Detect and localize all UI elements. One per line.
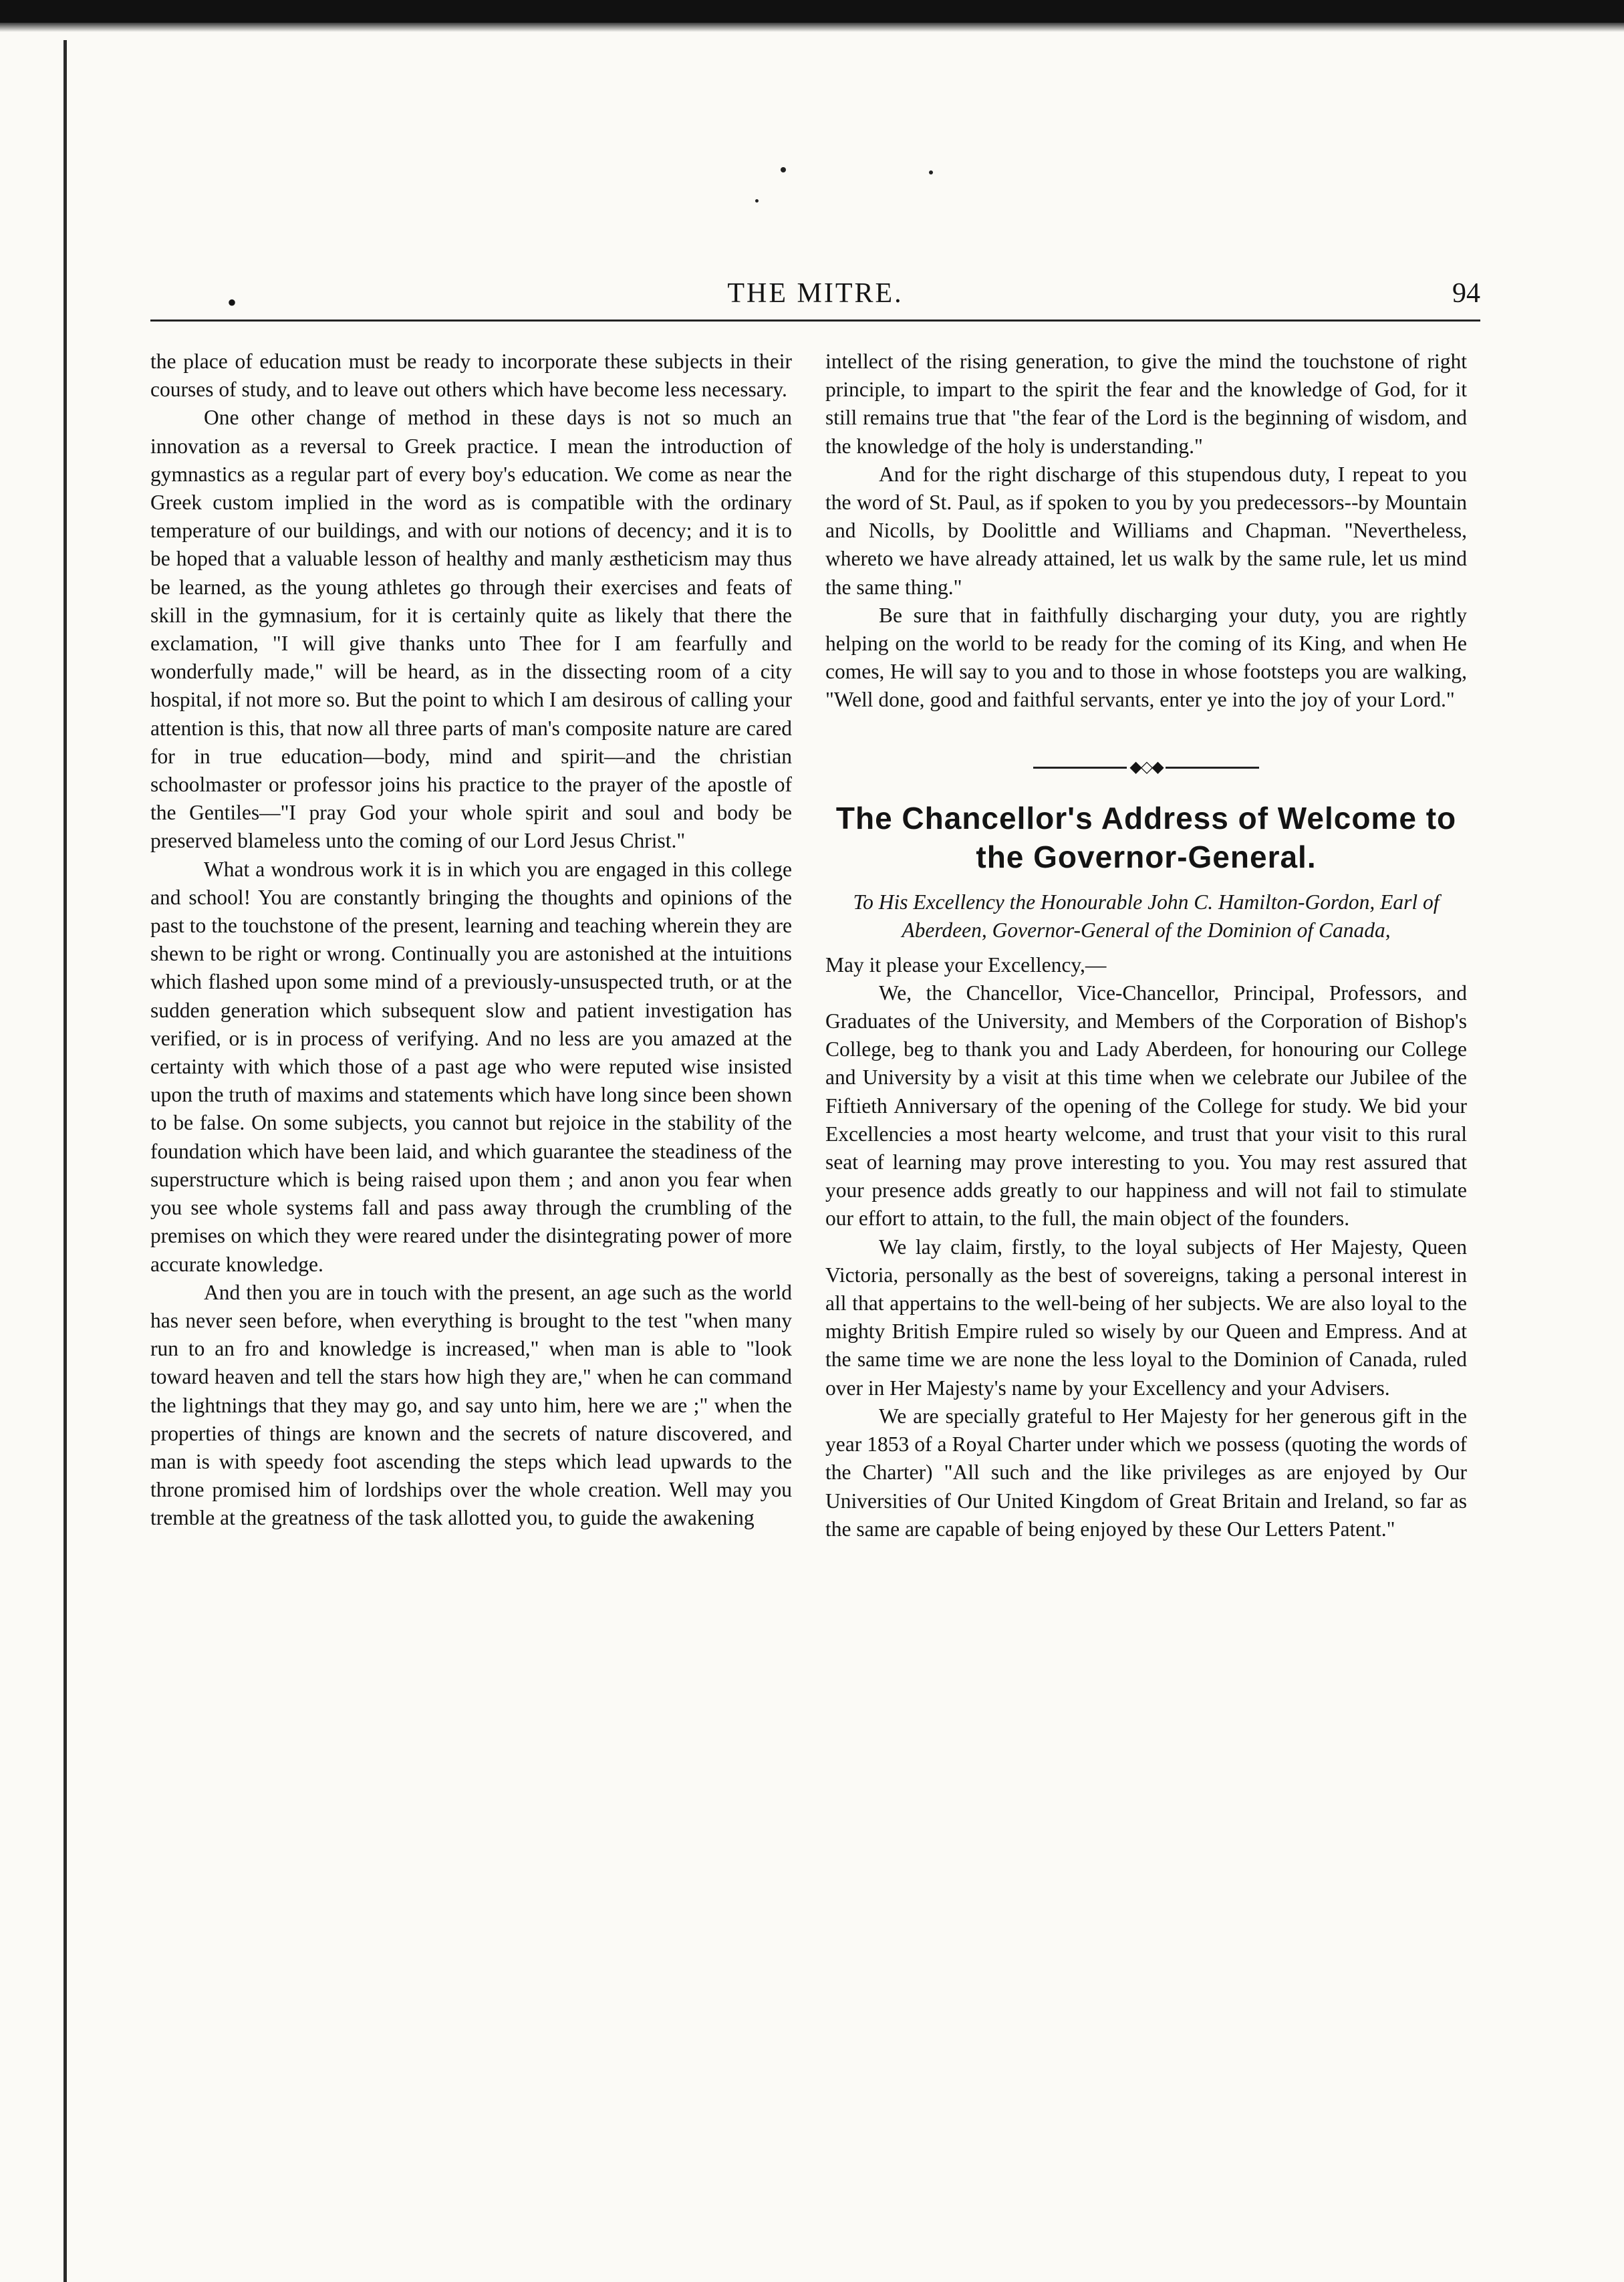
- right-column: [825, 348, 1467, 2212]
- paragraph: the place of education must be ready to incorporate these subjects in their courses of study, and to leave out others which have become less necessary.: [150, 350, 792, 402]
- top-scan-border: [0, 0, 1624, 23]
- paragraph: intellect of the rising generation, to give the mind the touchstone of right principle, to impart to the spirit the fear and the knowledge of God, for it still remains true that "the fear of the Lord is the beginning of wisdom, and the knowledge of the holy is understanding.": [825, 350, 1467, 458]
- ornament-line: [1166, 767, 1259, 769]
- header-dot: •: [227, 287, 237, 318]
- paragraph: And for the right discharge of this stupendous duty, I repeat to you the word of St. Paul, as if spoken to you by you predecessors--by Mountain and Nicolls, by Doolittle and Williams and Chapman. "Nevertheless, whereto we have already attained, let us walk by the same rule, let us mind the same thing.": [825, 462, 1467, 599]
- addressee: To His Excellency the Honourable John C. Hamilton-Gordon, Earl of Aberdeen, Governor-General of the Dominion of Canada,: [853, 890, 1440, 942]
- paragraph: And then you are in touch with the present, an age such as the world has never seen before, when everything is brought to the test "when many run to an fro and knowledge is increased," when man is able to "look toward heaven and tell the stars how high they are," when he can command the lightnings that they may go, and say unto him, here we are ;" when the properties of things are known and the secrets of nature discovered, and man is with speedy foot ascending the steps which lead upwards to the throne promised him of lordships over the whole creation. Well may you tremble at the greatness of the task allotted you, to guide the awakening: [150, 1280, 792, 1530]
- ornament-diamond-icon: ◆◇◆: [1129, 759, 1163, 777]
- scan-speck: [929, 170, 933, 174]
- running-title: THE MITRE.: [727, 278, 904, 309]
- scan-speck: [781, 167, 786, 172]
- paragraph: Be sure that in faithfully discharging your duty, you are rightly helping on the world to be ready for the coming of its King, and when He comes, He will say to you and to those in whose footsteps you are walking, "Well done, good and faithful servants, enter ye into the joy of your Lord.": [825, 603, 1467, 712]
- header-rule: [150, 320, 1480, 322]
- page-number: 94: [1452, 278, 1480, 309]
- paragraph: What a wondrous work it is in which you are engaged in this college and school! You are constantly bringing the thoughts and opinions of the past to the touchstone of the present, learning and teaching wherein they are shewn to be right or wrong. Continually you are astonished at the intuitions which flashed upon some mind of a previously-unsuspected truth, or at the sudden generation which subsequent slow and patient investigation has verified, or is in process of verifying. And no less are you amazed at the certainty with which those of a past age who were reputed wise insisted upon the truth of maxims and statements which have long since been shown to be false. On some subjects, you cannot but rejoice in the stability of the foundation which have been laid, and which guarantee the steadiness of the superstructure which is being raised upon them ; and anon you fear when you see whole systems fall and pass away through the crumbling of the premises on which they were reared under the disintegrating power of more accurate knowledge.: [150, 857, 792, 1276]
- page-header: [150, 277, 1480, 318]
- salutation: May it please your Excellency,—: [825, 953, 1107, 977]
- paragraph: We, the Chancellor, Vice-Chancellor, Principal, Professors, and Graduates of the University, and Members of the Corporation of Bishop's College, beg to thank you and Lady Aberdeen, for honouring our College and University by a visit at this time when we celebrate our Jubilee of the Fiftieth Anniversary of the opening of the College for study. We bid your Excellencies a most hearty welcome, and trust that your visit to this rural seat of learning may prove interesting to you. You may rest assured that your presence adds greatly to our happiness and will not fail to stimulate our effort to attain, to the full, the main object of the founders.: [825, 981, 1467, 1231]
- paragraph: We lay claim, firstly, to the loyal subjects of Her Majesty, Queen Victoria, personally as the best of sovereigns, taking a personal interest in all that appertains to the well-being of her subjects. We are also loyal to the mighty British Empire ruled so wisely by our Queen and Empress. And at the same time we are none the less loyal to the Dominion of Canada, ruled over in Her Majesty's name by your Excellency and your Advisers.: [825, 1235, 1467, 1400]
- top-scan-shadow: [0, 23, 1624, 32]
- paragraph: We are specially grateful to Her Majesty for her generous gift in the year 1853 of a Royal Charter under which we possess (quoting the words of the Charter) "All such and the like privileges as are enjoyed by Our Universities of Our United Kingdom of Great Britain and Ireland, so far as the same are capable of being enjoyed by these Our Letters Patent.": [825, 1404, 1467, 1541]
- article-heading: The Chancellor's Address of Welcome to the Governor-General.: [835, 800, 1457, 874]
- left-column: [150, 348, 792, 2212]
- left-margin-rule: [63, 40, 67, 2282]
- ornament-line: [1033, 767, 1127, 769]
- section-ornament: [825, 752, 1467, 777]
- paragraph: One other change of method in these days is not so much an innovation as a reversal to Greek practice. I mean the introduction of gymnastics as a regular part of every boy's education. We come as near the Greek custom implied in the word as is compatible with the ordinary temperature of our buildings, and with our notions of decency; and it is to be hoped that a valuable lesson of healthy and manly æstheticism may thus be learned, as the young athletes go through their exercises and feats of skill in the gymnasium, for it is certainly quite as likely that there the exclamation, "I will give thanks unto Thee for I am fearfully and wonderfully made," will be heard, as in the dissecting room of a city hospital, if not more so. But the point to which I am desirous of calling your attention is this, that now all three parts of man's composite nature are cared for in true education—body, mind and spirit—and the christian schoolmaster or professor joins his practice to the prayer of the apostle of the Gentiles—"I pray God your whole spirit and soul and body be preserved blameless unto the coming of our Lord Jesus Christ.": [150, 406, 792, 853]
- scan-speck: [755, 199, 759, 203]
